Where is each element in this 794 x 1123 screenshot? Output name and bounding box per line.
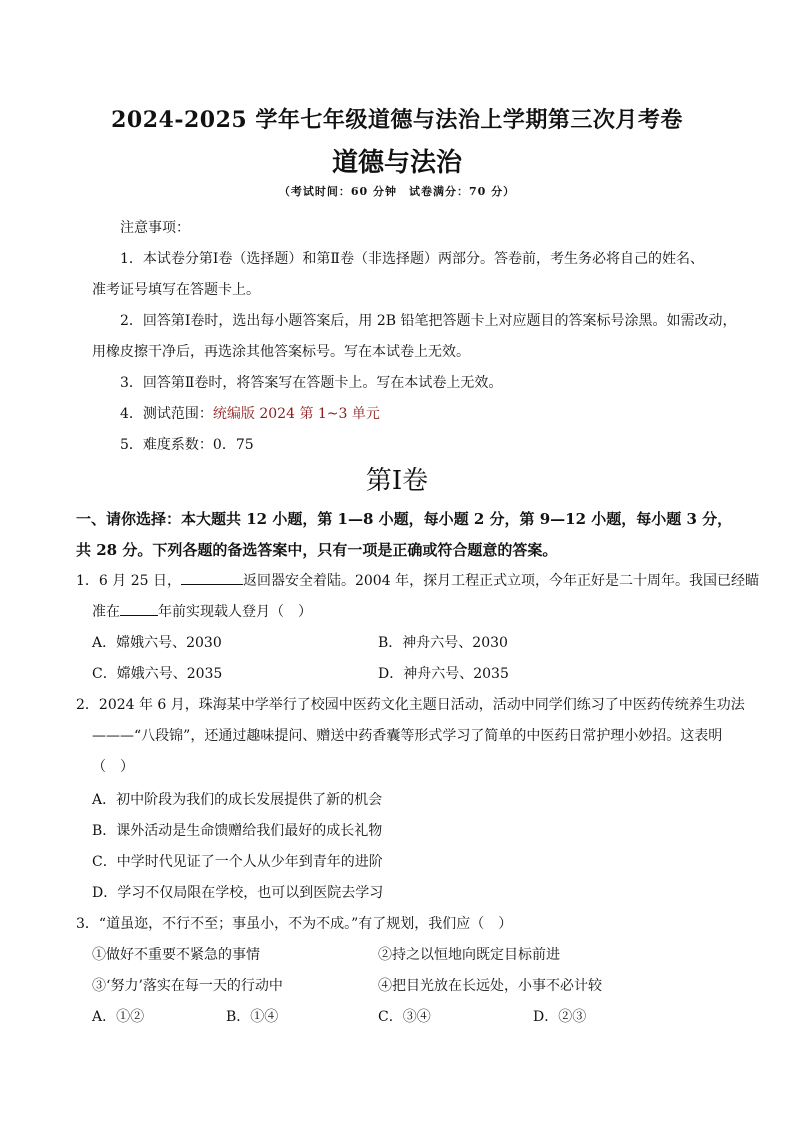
q2-stem-line-2: ———“八段锦”，还通过趣味提问、赠送中药香囊等形式学习了简单的中医药日常护理小妙招。这表明 xyxy=(92,728,723,744)
section-heading-line-1: 一、请你选择：本大题共 12 小题，第 1—8 小题，每小题 2 分，第 9—12 小题，每小题 3 分， xyxy=(76,510,733,528)
q1-stem-part-a: 1．6 月 25 日， xyxy=(76,573,181,589)
volume-title: 第Ⅰ卷 xyxy=(365,466,429,496)
note-2-line-2: 用橡皮擦干净后，再选涂其他答案标号。写在本试卷上无效。 xyxy=(92,344,470,360)
note-5: 5．难度系数：0．75 xyxy=(120,437,254,453)
q3-statement-3: ③‘努力’落实在每一天的行动中 xyxy=(92,978,283,994)
q3-stem: 3．“道虽迩，不行不至；事虽小，不为不成。”有了规划，我们应（ ） xyxy=(76,916,513,932)
q2-option-a: A．初中阶段为我们的成长发展提供了新的机会 xyxy=(92,792,383,808)
section-heading-line-2: 共 28 分。下列各题的备选答案中，只有一项是正确或符合题意的答案。 xyxy=(76,541,558,559)
q3-statement-1: ①做好不重要不紧急的事情 xyxy=(92,947,260,963)
note-2-line-1: 2．回答第Ⅰ卷时，选出每小题答案后，用 2B 铅笔把答题卡上对应题目的答案标号涂黑。如需改动， xyxy=(120,313,737,329)
q3-option-b: B．①④ xyxy=(226,1009,279,1025)
test-scope: 统编版 2024 第 1~3 单元 xyxy=(212,406,380,422)
q2-stem-line-3: （ ） xyxy=(92,759,134,775)
q1-stem-part-b: 返回器安全着陆。2004 年，探月工程正式立项，今年正好是二十周年。我国已经瞄 xyxy=(242,573,760,589)
q2-option-d: D．学习不仅局限在学校，也可以到医院去学习 xyxy=(92,885,384,901)
q1-option-d: D．神舟六号、2035 xyxy=(378,666,509,682)
q1-stem-part-d: 年前实现载人登月（ ） xyxy=(158,604,312,620)
q1-option-a: A．嫦娥六号、2030 xyxy=(92,635,222,651)
q3-statement-4: ④把目光放在长远处，小事不必计较 xyxy=(378,978,602,994)
note-1-line-1: 1．本试卷分第Ⅰ卷（选择题）和第Ⅱ卷（非选择题）两部分。答卷前，考生务必将自己的姓名、 xyxy=(120,251,704,267)
q2-stem-line-1: 2．2024 年 6 月，珠海某中学举行了校园中医药文化主题日活动，活动中同学们练习了中医药传统养生功法 xyxy=(76,697,745,713)
q1-blank-2 xyxy=(120,603,158,616)
q1-option-b: B．神舟六号、2030 xyxy=(378,635,508,651)
exam-info: （考试时间：60 分钟 试卷满分：70 分） xyxy=(278,185,516,198)
q2-option-b: B．课外活动是生命馈赠给我们最好的成长礼物 xyxy=(92,823,383,839)
q1-blank-1 xyxy=(181,572,243,585)
q1-stem-part-c: 准在 xyxy=(92,604,120,620)
q2-option-c: C．中学时代见证了一个人从少年到青年的进阶 xyxy=(92,854,383,870)
q1-stem-line-1 xyxy=(76,570,759,590)
subject-title: 道德与法治 xyxy=(331,148,462,178)
q1-option-c: C．嫦娥六号、2035 xyxy=(92,666,223,682)
q3-option-c: C．③④ xyxy=(378,1009,431,1025)
note-4 xyxy=(120,403,380,423)
note-1-line-2: 准考证号填写在答题卡上。 xyxy=(92,282,260,298)
notes-heading: 注意事项： xyxy=(120,220,190,236)
note-4-label: 4．测试范围： xyxy=(120,406,213,422)
q1-stem-line-2 xyxy=(92,601,312,621)
note-3: 3．回答第Ⅱ卷时，将答案写在答题卡上。写在本试卷上无效。 xyxy=(120,375,503,391)
q3-statement-2: ②持之以恒地向既定目标前进 xyxy=(378,947,560,963)
exam-title: 2024-2025 学年七年级道德与法治上学期第三次月考卷 xyxy=(111,107,683,133)
q3-option-d: D．②③ xyxy=(533,1009,587,1025)
q3-option-a: A．①② xyxy=(92,1009,145,1025)
